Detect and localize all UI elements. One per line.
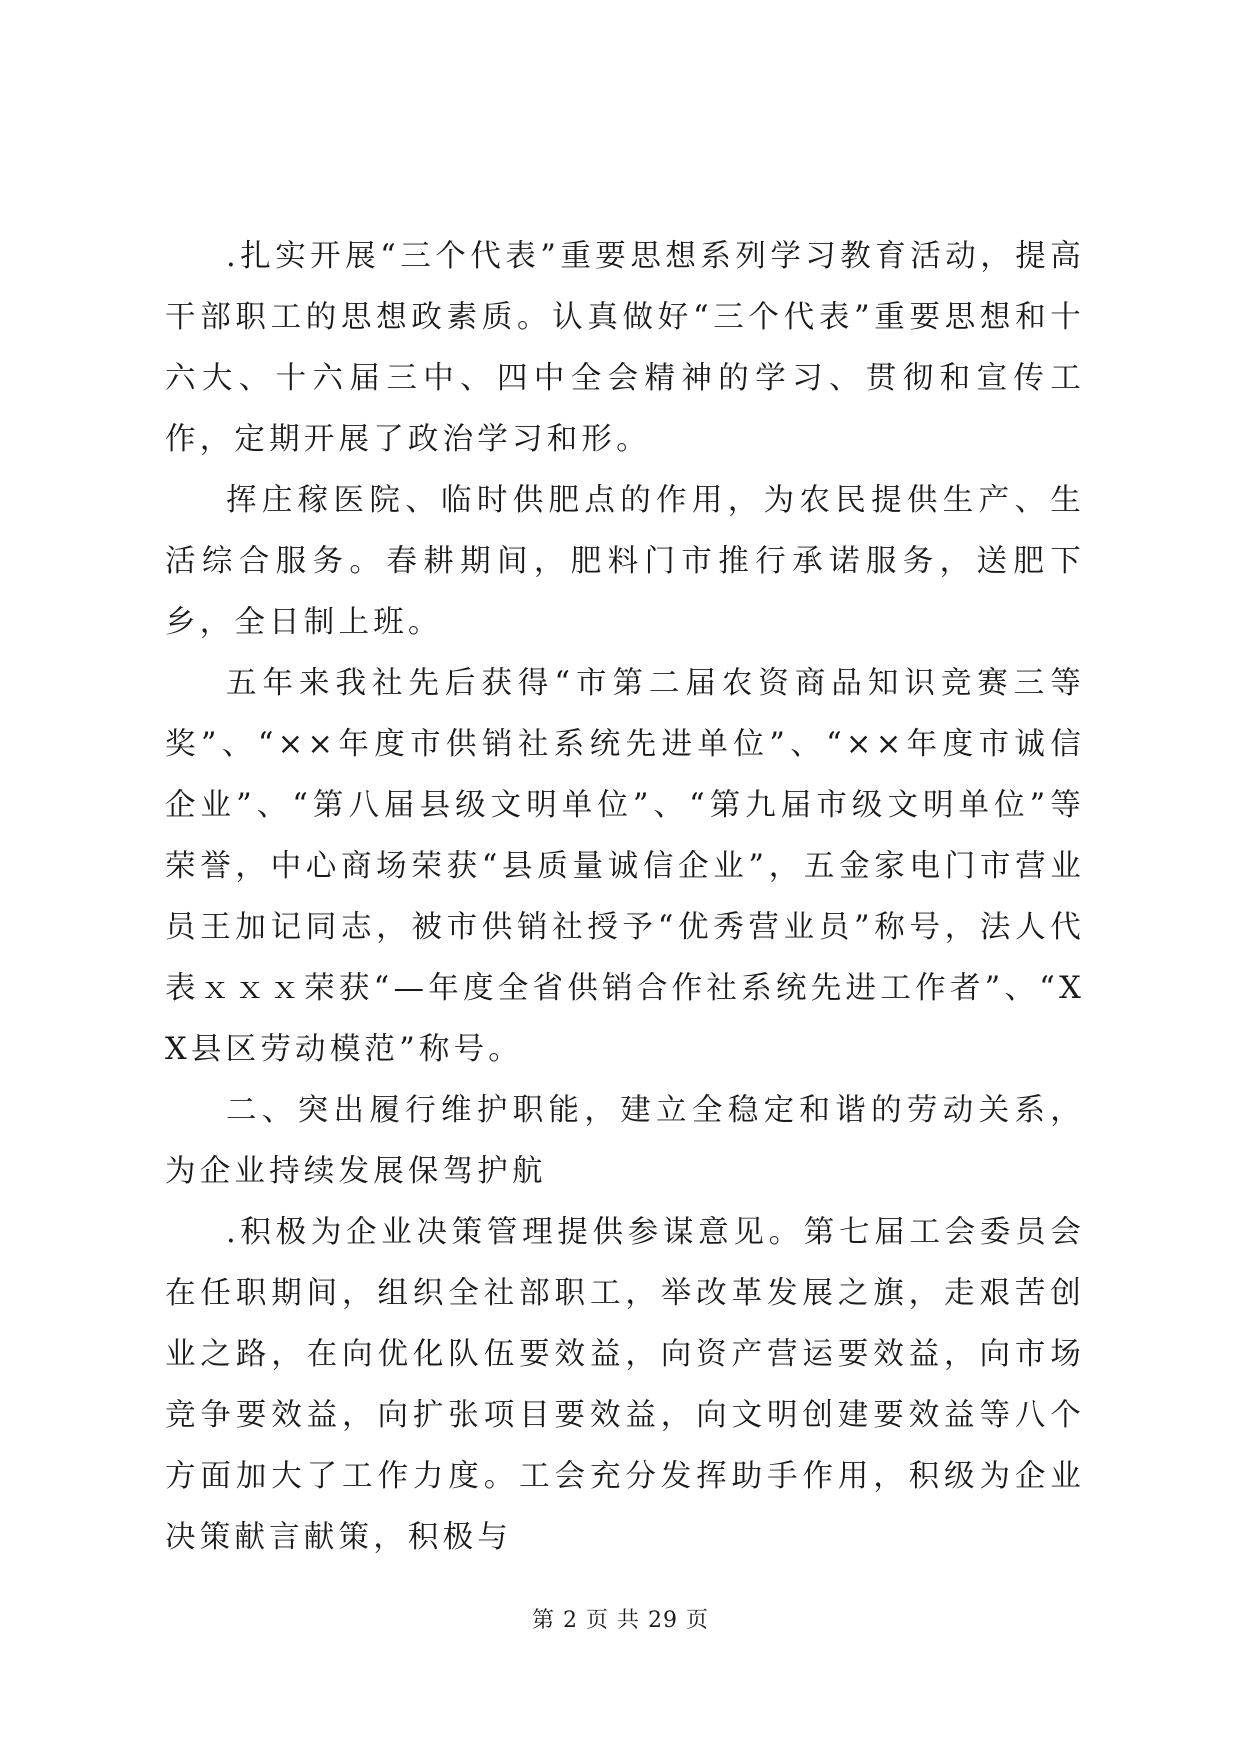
paragraph: 五年来我社先后获得“市第二届农资商品知识竞赛三等奖”、“××年度市供销社系统先进单位”、“××年度市诚信企业”、“第八届县级文明单位”、“第九届市级文明单位”等荣誉，中心商场荣获“县质量诚信企业”，五金家电门市营业员王加记同志，被市供销社授予“优秀营业员”称号，法人代表ｘｘｘ荣获“—年度全省供销合作社系统先进工作者”、“XX县区劳动模范”称号。 [165, 666, 1085, 1067]
section-heading: 二、突出履行维护职能，建立全稳定和谐的劳动关系，为企业持续发展保驾护航 [165, 1093, 1085, 1189]
paragraph: 挥庄稼医院、临时供肥点的作用，为农民提供生产、生活综合服务。春耕期间，肥料门市推行承诺服务，送肥下乡，全日制上班。 [165, 483, 1085, 640]
page-number-footer: 第 2 页 共 29 页 [532, 1608, 709, 1633]
paragraph: .扎实开展“三个代表”重要思想系列学习教育活动，提高干部职工的思想政素质。认真做好“三个代表”重要思想和十六大、十六届三中、四中全会精神的学习、贯彻和宣传工作，定期开展了政治学习和形。 [165, 239, 1085, 457]
paragraph: .积极为企业决策管理提供参谋意见。第七届工会委员会在任职期间，组织全社部职工，举改革发展之旗，走艰苦创业之路，在向优化队伍要效益，向资产营运要效益，向市场竞争要效益，向扩张项目要效益，向文明创建要效益等八个方面加大了工作力度。工会充分发挥助手作用，积级为企业决策献言献策，积极与 [165, 1215, 1085, 1555]
document-body [165, 226, 1085, 1568]
